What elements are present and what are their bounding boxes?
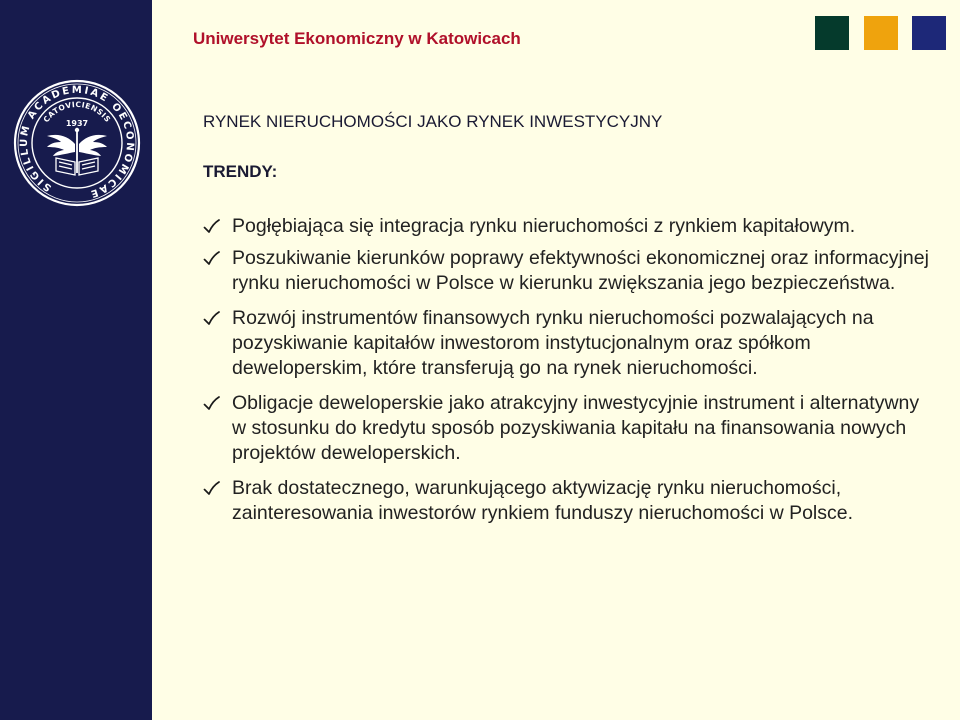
left-wing-icon bbox=[47, 135, 75, 156]
trend-item bbox=[203, 246, 943, 296]
trend-item-line: deweloperskim, które transferują go na rynek nieruchomości. bbox=[232, 357, 758, 379]
trend-item-line: rynku nieruchomości w Polsce w kierunku zwiększania jego bezpieczeństwa. bbox=[232, 272, 896, 294]
right-wing-icon bbox=[79, 135, 107, 156]
seal-inner-text-path: CATOVICIENSIS bbox=[41, 99, 113, 125]
university-seal-icon bbox=[0, 70, 152, 220]
trend-item bbox=[203, 391, 943, 466]
checkmark-icon bbox=[203, 311, 220, 326]
trend-item bbox=[203, 306, 943, 381]
seal-emblem-icon bbox=[47, 128, 107, 175]
trend-item-line: Poszukiwanie kierunków poprawy efektywności ekonomicznej oraz informacyjnej bbox=[232, 247, 929, 269]
blue-square bbox=[912, 16, 946, 50]
orange-square bbox=[864, 16, 898, 50]
checkmark-icon bbox=[203, 251, 220, 266]
green-square bbox=[815, 16, 849, 50]
section-label: TRENDY: bbox=[203, 162, 278, 181]
seal-outer-text-path: SIGILLUM ACADEMIAE OECONOMICAE bbox=[18, 84, 136, 200]
trend-item-line: Rozwój instrumentów finansowych rynku nieruchomości pozwalających na bbox=[232, 307, 874, 329]
trend-item-line: Brak dostatecznego, warunkującego aktywizację rynku nieruchomości, bbox=[232, 477, 842, 499]
checkmark-icon bbox=[203, 396, 220, 411]
trend-item-line: w stosunku do kredytu sposób pozyskiwania kapitału na finansowania nowych bbox=[232, 417, 907, 439]
seal-year: 1937 bbox=[65, 119, 89, 128]
trend-item bbox=[203, 476, 943, 526]
slide-title: RYNEK NIERUCHOMOŚCI JAKO RYNEK INWESTYCYJNY bbox=[203, 112, 663, 131]
left-band bbox=[0, 0, 152, 720]
trend-item-line: Obligacje deweloperskie jako atrakcyjny inwestycyjnie instrument i alternatywny bbox=[232, 392, 920, 414]
trend-item bbox=[203, 214, 943, 239]
trend-item-line: Pogłębiająca się integracja rynku nieruchomości z rynkiem kapitałowym. bbox=[232, 215, 856, 237]
checkmark-icon bbox=[203, 219, 220, 234]
trend-item-line: projektów deweloperskich. bbox=[232, 442, 461, 464]
checkmark-icon bbox=[203, 481, 220, 496]
trend-item-line: zainteresowania inwestorów rynkiem funduszy nieruchomości w Polsce. bbox=[232, 502, 854, 524]
university-name: Uniwersytet Ekonomiczny w Katowicach bbox=[193, 29, 521, 48]
trend-item-line: pozyskiwanie kapitałów inwestorom instytucjonalnym oraz spółkom bbox=[232, 332, 811, 354]
